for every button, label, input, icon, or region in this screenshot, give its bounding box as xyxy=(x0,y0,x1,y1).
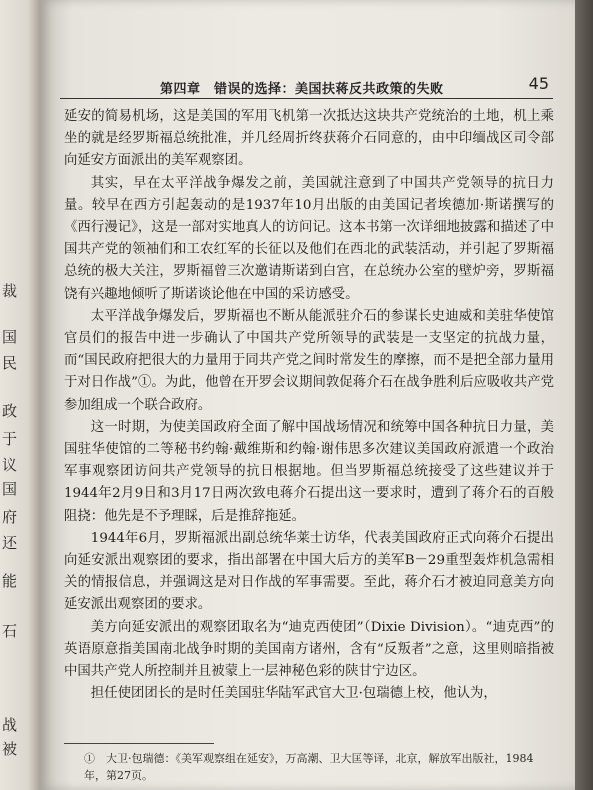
facing-page-fragment: 民 xyxy=(2,354,18,372)
facing-page-fragment: 议 xyxy=(2,456,18,474)
page-number: 45 xyxy=(528,74,549,93)
facing-page-fragment: 还 xyxy=(2,534,18,552)
book-page xyxy=(40,0,575,790)
facing-page-fragment: 国 xyxy=(2,328,18,346)
paragraph: 美方向延安派出的观察团取名为“迪克西使团”（Dixie Division）。“迪克西”的英语原意指美国南北战争时期的美国南方诸州，含有“反叛者”之意，这里则暗指被中国共产党人所控制并且被蒙上一层神秘色彩的陕甘宁边区。 xyxy=(64,619,554,680)
facing-page-fragment: 被 xyxy=(2,740,18,758)
footnote: ① 大卫·包瑞德：《美军观察组在延安》，万高潮、卫大匡等译，北京，解放军出版社，1984年，第27页。 xyxy=(84,752,534,782)
facing-page-fragment: 石 xyxy=(2,622,18,640)
facing-page-fragment: 能 xyxy=(2,572,18,590)
paragraph: 担任使团团长的是时任美国驻华陆军武官大卫·包瑞德上校，他认为， xyxy=(90,686,497,702)
paragraph: 太平洋战争爆发后，罗斯福也不断从能派驻介石的参谋长史迪威和美驻华使馆官员们的报告中进一步确认了中国共产党所领导的武装是一支坚定的抗战力量，而“国民政府把很大的力量用于同共产党之间时常发生的摩擦，而不是把全部力量用于对日作战”①。为此，他曾在开罗会议期间敦促蒋介石在战争胜利后应吸收共产党参加组成一个联合政府。 xyxy=(64,308,554,413)
facing-page-fragment: 裁 xyxy=(2,282,18,300)
chapter-title: 第四章 错误的选择：美国扶蒋反共政策的失败 xyxy=(160,82,444,97)
facing-page-fragment: 国 xyxy=(2,480,18,498)
facing-page-fragment: 政 xyxy=(2,402,18,420)
facing-page-fragment: 府 xyxy=(2,508,18,526)
page-stack-edge xyxy=(575,0,593,790)
body-text xyxy=(64,106,554,705)
paragraph: 1944年6月，罗斯福派出副总统华莱士访华，代表美国政府正式向蒋介石提出向延安派出观察团的要求，指出部署在中国大后方的美军B－29重型轰炸机急需相关的情报信息，并强调这是对日作战的军事需要。至此，蒋介石才被迫同意美方向延安派出观察团的要求。 xyxy=(64,530,554,613)
facing-page-fragment: 战 xyxy=(2,716,18,734)
footnote-divider xyxy=(64,743,214,744)
running-header xyxy=(60,76,553,99)
paragraph: 这一时期，为使美国政府全面了解中国战场情况和统筹中国各种抗日力量，美国驻华使馆的二等秘书约翰·戴维斯和约翰·谢伟思多次建议美国政府派遣一个政治军事观察团访问共产党领导的抗日根据地。但当罗斯福总统接受了这些建议并于1944年2月9日和3月17日两次致电蒋介石提出这一要求时，遭到了蒋介石的百般阻挠：他先是不予理睬，后是推辞拖延。 xyxy=(64,419,554,524)
paragraph: 其实，早在太平洋战争爆发之前，美国就注意到了中国共产党领导的抗日力量。较早在西方引起轰动的是1937年10月出版的由美国记者埃德加·斯诺撰写的《西行漫记》，这是一部对实地真人的访问记。这本书第一次详细地披露和描述了中国共产党的领袖们和工农红军的长征以及他们在西北的武装活动，并引起了罗斯福总统的极大关注，罗斯福曾三次邀请斯诺到白宫，在总统办公室的壁炉旁，罗斯福饶有兴趣地倾听了斯诺谈论他在中国的采访感受。 xyxy=(64,175,554,302)
paragraph: 延安的简易机场，这是美国的军用飞机第一次抵达这块共产党统治的土地，机上乘坐的就是经罗斯福总统批准，并几经周折终获蒋介石同意的，由中印缅战区司令部向延安方面派出的美军观察团。 xyxy=(64,109,554,169)
facing-page-edge xyxy=(0,0,40,790)
facing-page-fragment: 于 xyxy=(2,430,18,448)
